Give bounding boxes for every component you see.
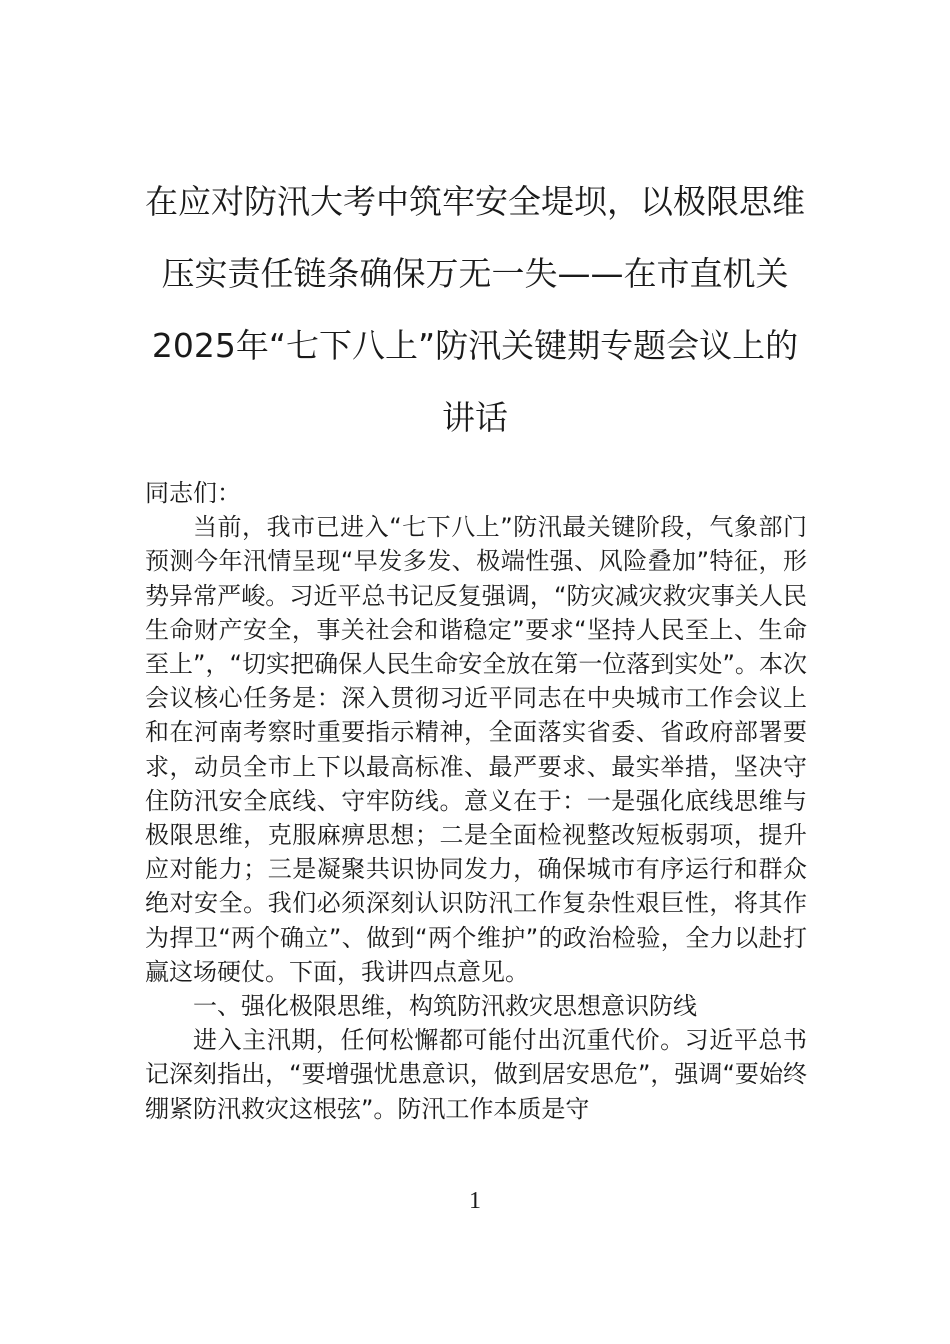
- page-number: 1: [469, 1188, 481, 1214]
- document-body: [145, 476, 807, 1126]
- opening-paragraph: 当前，我市已进入“七下八上”防汛最关键阶段，气象部门预测今年汛情呈现“早发多发、极端性强、风险叠加”特征，形势异常严峻。习近平总书记反复强调，“防灾减灾救灾事关人民生命财产安全，事关社会和谐稳定”要求“坚持人民至上、生命至上”，“切实把确保人民生命安全放在第一位落到实处”。本次会议核心任务是：深入贯彻习近平同志在中央城市工作会议上和在河南考察时重要指示精神，全面落实省委、省政府部署要求，动员全市上下以最高标准、最严要求、最实举措，坚决守住防汛安全底线、守牢防线。意义在于：一是强化底线思维与极限思维，克服麻痹思想；二是全面检视整改短板弱项，提升应对能力；三是凝聚共识协同发力，确保城市有序运行和群众绝对安全。我们必须深刻认识防汛工作复杂性艰巨性，将其作为捍卫“两个确立”、做到“两个维护”的政治检验，全力以赴打赢这场硬仗。下面，我讲四点意见。: [145, 513, 807, 986]
- document-title: 在应对防汛大考中筑牢安全堤坝，以极限思维压实责任链条确保万无一失——在市直机关2025年“七下八上”防汛关键期专题会议上的讲话: [145, 182, 805, 437]
- salutation: 同志们：: [145, 479, 241, 507]
- section-heading: 一、强化极限思维，构筑防汛救灾思想意识防线: [193, 992, 697, 1021]
- section-paragraph: 进入主汛期，任何松懈都可能付出沉重代价。习近平总书记深刻指出，“要增强忧患意识，做到居安思危”，强调“要始终绷紧防汛救灾这根弦”。防汛工作本质是守: [145, 1026, 807, 1123]
